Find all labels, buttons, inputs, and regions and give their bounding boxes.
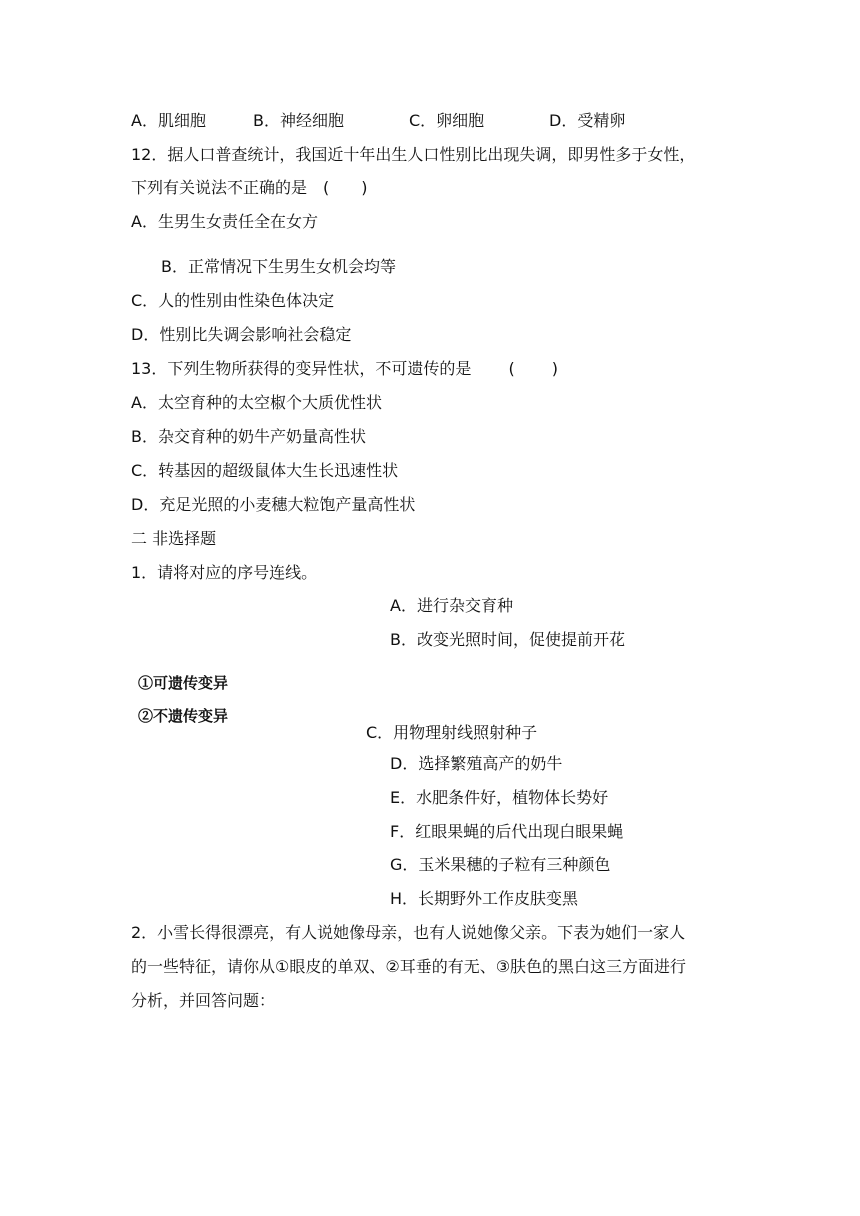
- q11-option-a: A．肌细胞: [131, 111, 206, 130]
- q12-option-d: D．性别比失调会影响社会稳定: [131, 325, 352, 344]
- match-item-g: G．玉米果穗的子粒有三种颜色: [390, 855, 611, 874]
- q13-option-b: B．杂交育种的奶牛产奶量高性状: [131, 427, 366, 446]
- q2-line3: 分析，并回答问题：: [131, 991, 276, 1010]
- q12-option-c: C．人的性别由性染色体决定: [131, 291, 335, 310]
- q12-stem-line2: 下列有关说法不正确的是 ( ): [131, 178, 368, 197]
- q11-option-c: C．卵细胞: [409, 111, 485, 130]
- match-item-a: A．进行杂交育种: [390, 596, 513, 615]
- q11-option-b: B．神经细胞: [253, 111, 344, 130]
- match-item-b: B．改变光照时间，促使提前开花: [390, 630, 625, 649]
- q13-option-d: D．充足光照的小麦穗大粒饱产量高性状: [131, 495, 416, 514]
- q13-option-a: A．太空育种的太空椒个大质优性状: [131, 393, 382, 412]
- match-item-e: E．水肥条件好，植物体长势好: [390, 788, 609, 807]
- match-left-heritable: ①可遗传变异: [138, 674, 229, 692]
- match-item-h: H．长期野外工作皮肤变黑: [390, 889, 579, 908]
- section-heading: 二 非选择题: [131, 529, 217, 548]
- match-item-c: C．用物理射线照射种子: [366, 723, 538, 742]
- match-left-nonheritable: ②不遗传变异: [138, 707, 229, 725]
- q11-option-d: D．受精卵: [549, 111, 626, 130]
- q12-option-b: B．正常情况下生男生女机会均等: [161, 257, 396, 276]
- match-item-f: F．红眼果蝇的后代出现白眼果蝇: [390, 822, 624, 841]
- match-item-d: D．选择繁殖高产的奶牛: [390, 754, 563, 773]
- q1-stem: 1．请将对应的序号连线。: [131, 563, 318, 582]
- q13-stem: 13．下列生物所获得的变异性状，不可遗传的是 ( ): [131, 359, 559, 378]
- q2-line1: 2．小雪长得很漂亮，有人说她像母亲，也有人说她像父亲。下表为她们一家人: [131, 923, 686, 942]
- q13-option-c: C．转基因的超级鼠体大生长迅速性状: [131, 461, 399, 480]
- q2-line2: 的一些特征，请你从①眼皮的单双、②耳垂的有无、③肤色的黑白这三方面进行: [131, 957, 687, 976]
- q12-option-a: A．生男生女责任全在女方: [131, 212, 318, 231]
- q12-stem-line1: 12．据人口普查统计，我国近十年出生人口性别比出现失调，即男性多于女性，: [131, 145, 696, 164]
